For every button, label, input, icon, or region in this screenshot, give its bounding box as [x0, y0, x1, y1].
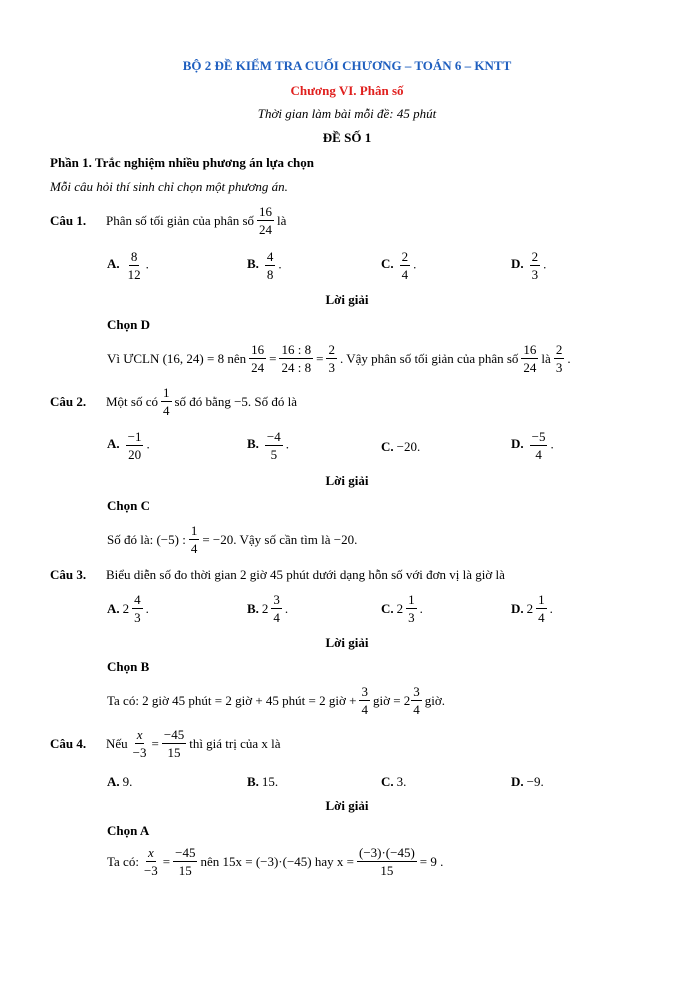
solution-text: Ta có: $\frac{x}{-3}$ = $\frac{-45}{15}$ nên 15x = (−3)·(−45) hay x = $\frac{(-3)\cdot(-45)}{15}$ = 9 .: [107, 845, 444, 878]
question-text: Phân số tối giản của phân số: [106, 212, 255, 228]
fraction: $\frac{1}{4}$: [163, 385, 170, 418]
solution-heading: Lời giải: [325, 473, 369, 488]
question-text: Nếu: [106, 735, 128, 751]
q1-option-a: A. $\frac{8}{12}$ .: [107, 249, 149, 282]
fraction: $\frac{x}{-3}$: [132, 727, 147, 760]
answer-choice: Chọn D: [107, 317, 150, 332]
q3-option-a: A. 2 $\frac{4}{3}$ .: [107, 592, 149, 625]
solution-text: Số đó là: (−5) : $\frac{1}{4}$ = −20. Vậy số cần tìm là −20.: [107, 523, 358, 556]
q2-option-a: A. $\frac{-1}{20}$ .: [107, 429, 150, 462]
question-number: Câu 2.: [50, 393, 87, 409]
question-number: Câu 1.: [50, 212, 87, 228]
question-2: [50, 386, 297, 417]
fraction: $\frac{-45}{15}$: [163, 727, 185, 760]
q1-option-c: C. $\frac{2}{4}$ .: [381, 249, 417, 282]
q2-option-c: C. −20.: [381, 439, 421, 454]
q4-option-b: B. 15.: [247, 774, 279, 789]
question-1: [50, 205, 286, 236]
q2-option-d: D. $\frac{-5}{4}$ .: [511, 429, 554, 462]
question-text: số đó bằng −5. Số đó là: [174, 393, 298, 409]
solution-text: Ta có: 2 giờ 45 phút = 2 giờ + 45 phút = 2 giờ + $\frac{3}{4}$ giờ = 2 $\frac{3}{4}$ giờ.: [107, 684, 446, 717]
document-title: BỘ 2 ĐỀ KIỂM TRA CUỐI CHƯƠNG – TOÁN 6 – KNTT: [182, 58, 512, 73]
q3-option-c: C. 2 $\frac{1}{3}$ .: [381, 592, 423, 625]
answer-choice: Chọn B: [107, 659, 150, 674]
q3-option-d: D. 2 $\frac{1}{4}$ .: [511, 592, 553, 625]
chapter-title: Chương VI. Phân số: [290, 83, 404, 98]
solution-heading: Lời giải: [325, 798, 369, 813]
q2-option-b: B. $\frac{-4}{5}$ .: [247, 429, 290, 462]
q1-option-d: D. $\frac{2}{3}$ .: [511, 249, 547, 282]
part-instruction: Mỗi câu hỏi thí sinh chỉ chọn một phương án.: [50, 179, 288, 194]
time-limit: Thời gian làm bài mỗi đề: 45 phút: [257, 106, 437, 121]
solution-heading: Lời giải: [325, 635, 369, 650]
question-number: Câu 4.: [50, 735, 87, 751]
q4-option-a: A. 9.: [107, 774, 133, 789]
q4-option-c: C. 3.: [381, 774, 407, 789]
question-text: thì giá trị của x là: [189, 735, 281, 751]
q3-option-b: B. 2 $\frac{3}{4}$ .: [247, 592, 289, 625]
question-3: [50, 567, 505, 583]
answer-choice: Chọn A: [107, 823, 150, 838]
solution-heading: Lời giải: [325, 292, 369, 307]
fraction: $\frac{16}{24}$: [259, 204, 273, 237]
question-text: Một số có: [106, 393, 158, 409]
question-4: Câu 4. Nếu $\frac{x}{-3}$ = $\frac{-45}{15}$ thì giá trị của x là: [50, 727, 281, 760]
solution-text: Vì ƯCLN (16, 24) = 8 nên $\frac{16}{24}$ = $\frac{16 : 8}{24 : 8}$ = $\frac{2}{3}$ . Vậy phân số tối giản của phân số $\frac{16}{24}$ là $\frac{2}{3}$ .: [107, 342, 571, 375]
question-number: Câu 3.: [50, 567, 87, 582]
question-text: Biểu diễn số đo thời gian 2 giờ 45 phút dưới dạng hỗn số với đơn vị là giờ là: [106, 567, 505, 582]
answer-choice: Chọn C: [107, 498, 150, 513]
question-text: là: [277, 212, 287, 228]
exam-title: ĐỀ SỐ 1: [322, 130, 372, 145]
part-title: Phần 1. Trắc nghiệm nhiều phương án lựa chọn: [50, 155, 314, 170]
q1-option-b: B. $\frac{4}{8}$ .: [247, 249, 282, 282]
q4-option-d: D. −9.: [511, 774, 544, 789]
